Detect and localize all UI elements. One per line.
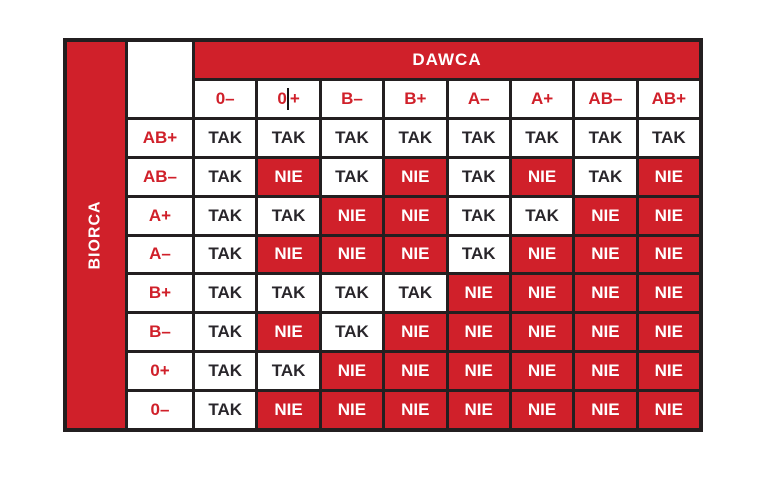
compat-cell: TAK: [195, 353, 255, 389]
compat-cell: TAK: [449, 198, 509, 234]
compat-cell: TAK: [195, 159, 255, 195]
donor-column-header: B+: [385, 81, 445, 117]
compat-cell: TAK: [258, 120, 318, 156]
recipient-row-header: AB+: [128, 120, 192, 156]
compat-cell: NIE: [322, 392, 382, 428]
compat-cell: NIE: [575, 237, 635, 273]
compat-cell: TAK: [322, 275, 382, 311]
compat-cell: TAK: [512, 120, 572, 156]
text-cursor: [287, 88, 289, 110]
recipient-row-header: 0–: [128, 392, 192, 428]
compat-cell: TAK: [449, 120, 509, 156]
compat-cell: NIE: [258, 314, 318, 350]
donor-column-header-text: +: [289, 88, 300, 108]
compat-cell: NIE: [258, 159, 318, 195]
compat-cell: NIE: [512, 314, 572, 350]
recipient-row-header: 0+: [128, 353, 192, 389]
compat-cell: NIE: [575, 198, 635, 234]
donor-column-header-text: 0: [277, 88, 287, 108]
compat-cell: NIE: [258, 392, 318, 428]
donor-column-header[interactable]: [258, 81, 318, 117]
corner-cell: [128, 42, 192, 117]
donor-column-header: AB+: [639, 81, 699, 117]
blood-compatibility-table: [63, 38, 703, 432]
compat-cell: NIE: [512, 237, 572, 273]
compat-cell: TAK: [258, 353, 318, 389]
compat-cell: NIE: [385, 353, 445, 389]
compat-cell: NIE: [512, 392, 572, 428]
compat-cell: TAK: [195, 198, 255, 234]
compat-cell: NIE: [575, 392, 635, 428]
donor-column-header: B–: [322, 81, 382, 117]
recipient-axis-label: BIORCA: [87, 200, 105, 270]
compat-cell: NIE: [322, 353, 382, 389]
compat-cell: TAK: [195, 120, 255, 156]
compat-cell: TAK: [385, 275, 445, 311]
compat-cell: NIE: [639, 237, 699, 273]
compat-cell: TAK: [322, 159, 382, 195]
compat-cell: NIE: [385, 392, 445, 428]
donor-column-header: A+: [512, 81, 572, 117]
donor-axis-label: DAWCA: [412, 49, 482, 69]
recipient-row-header: B–: [128, 314, 192, 350]
compat-cell: TAK: [322, 314, 382, 350]
compat-cell: NIE: [449, 353, 509, 389]
compat-cell: TAK: [195, 314, 255, 350]
compat-cell: NIE: [258, 237, 318, 273]
compat-cell: NIE: [639, 353, 699, 389]
compat-cell: NIE: [449, 275, 509, 311]
compat-cell: NIE: [512, 275, 572, 311]
compat-cell: NIE: [385, 159, 445, 195]
compat-cell: TAK: [449, 237, 509, 273]
compat-cell: TAK: [575, 159, 635, 195]
compat-cell: NIE: [385, 314, 445, 350]
compat-cell: TAK: [195, 392, 255, 428]
compat-cell: TAK: [449, 159, 509, 195]
donor-column-header: A–: [449, 81, 509, 117]
compat-cell: NIE: [575, 353, 635, 389]
recipient-row-header: B+: [128, 275, 192, 311]
recipient-axis-band: [67, 42, 125, 428]
compat-cell: NIE: [639, 314, 699, 350]
donor-column-header: AB–: [575, 81, 635, 117]
compat-cell: NIE: [639, 159, 699, 195]
compat-cell: NIE: [512, 353, 572, 389]
compat-cell: TAK: [639, 120, 699, 156]
compat-cell: NIE: [449, 392, 509, 428]
compat-cell: NIE: [385, 198, 445, 234]
compat-cell: TAK: [322, 120, 382, 156]
compat-cell: NIE: [639, 275, 699, 311]
compat-cell: TAK: [575, 120, 635, 156]
compat-cell: NIE: [322, 237, 382, 273]
compat-cell: NIE: [449, 314, 509, 350]
compat-cell: TAK: [195, 275, 255, 311]
recipient-row-header: A+: [128, 198, 192, 234]
recipient-row-header: AB–: [128, 159, 192, 195]
compat-cell: NIE: [512, 159, 572, 195]
compat-cell: TAK: [258, 198, 318, 234]
compat-cell: NIE: [575, 275, 635, 311]
compat-cell: NIE: [385, 237, 445, 273]
recipient-row-header: A–: [128, 237, 192, 273]
compat-cell: NIE: [639, 392, 699, 428]
compat-cell: NIE: [639, 198, 699, 234]
compat-cell: NIE: [575, 314, 635, 350]
compat-cell: NIE: [322, 198, 382, 234]
compat-cell: TAK: [258, 275, 318, 311]
compat-cell: TAK: [385, 120, 445, 156]
donor-axis-band: [195, 42, 699, 78]
donor-column-header: 0–: [195, 81, 255, 117]
compat-cell: TAK: [195, 237, 255, 273]
compat-cell: TAK: [512, 198, 572, 234]
